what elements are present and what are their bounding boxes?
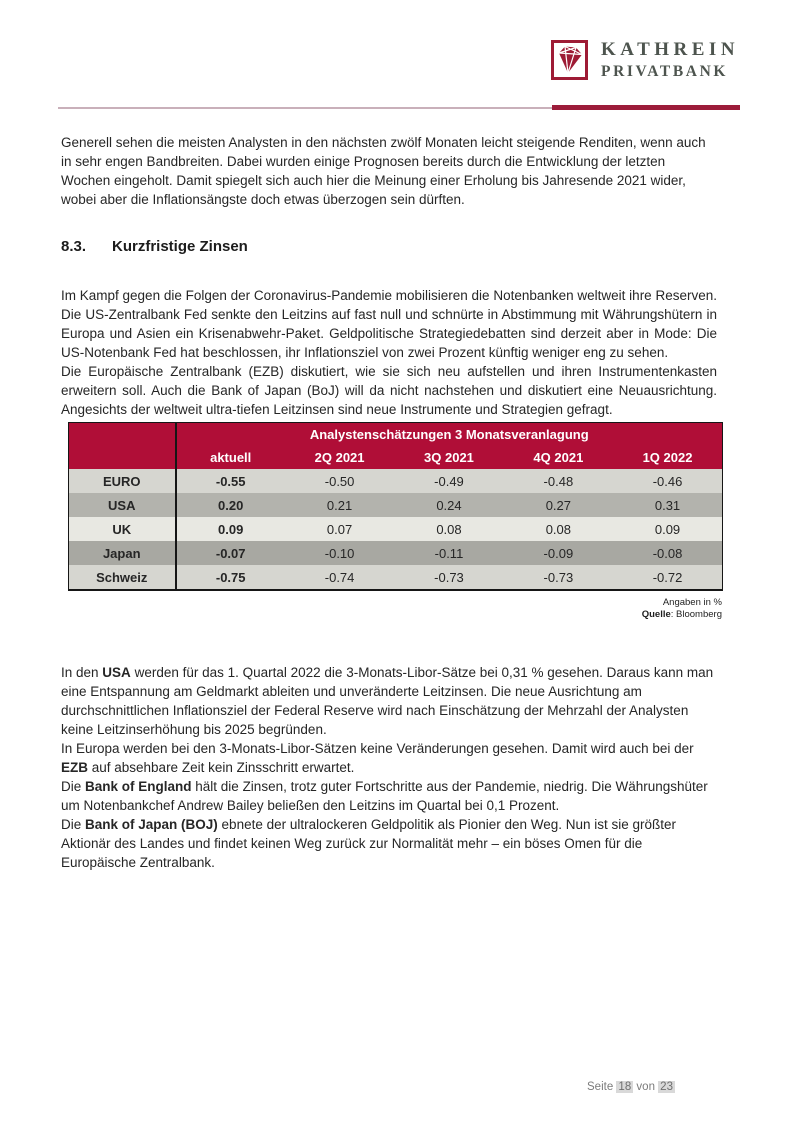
source-value: : Bloomberg <box>670 608 722 620</box>
bold-text: USA <box>102 665 131 680</box>
footer-middle: von <box>636 1081 655 1093</box>
value-cell: -0.48 <box>543 473 574 489</box>
table-notes <box>68 597 722 620</box>
value-cell: -0.50 <box>324 473 355 489</box>
value-cell: -0.55 <box>215 473 246 489</box>
source-label: Quelle <box>641 608 671 620</box>
column-header: 4Q 2021 <box>533 450 584 465</box>
value-cell: -0.75 <box>215 569 246 585</box>
table-corner-cell <box>69 423 176 470</box>
header-rule-thin <box>58 107 552 109</box>
table-row-uk <box>69 517 723 541</box>
bold-text: EZB <box>61 760 88 775</box>
text: ebnete der ultralockeren Geldpolitik als Pionier den Weg. Nun ist sie größter Aktionär des Landes und findet keinen Weg zurück zur Normalität mehr – ein böses Omen für die Europäische Zentralbank. <box>61 817 677 870</box>
table-row-schweiz <box>69 565 723 590</box>
intro-paragraph <box>61 133 717 209</box>
table-row-japan <box>69 541 723 565</box>
page-footer <box>587 1081 675 1093</box>
column-header: 3Q 2021 <box>424 450 474 465</box>
value-cell: -0.72 <box>652 569 683 585</box>
value-cell: 0.09 <box>654 521 681 537</box>
row-label: Schweiz <box>69 565 176 590</box>
brand-logo <box>551 40 739 80</box>
value-cell: 0.08 <box>545 521 572 537</box>
value-cell: 0.09 <box>218 521 244 537</box>
text: In den <box>61 665 103 680</box>
text: hält die Zinsen, trotz guter Fortschritte aus der Pandemie, niedrig. Die Währungshüter um Notenbankchef Andrew Bailey beließen den Leitzins im Quartal bei 0,1 Prozent. <box>61 779 708 813</box>
paragraph: Die Europäische Zentralbank (EZB) diskutiert, wie sie sich neu aufstellen und ihren Instrumentenkasten erweitern soll. Auch die Bank of Japan (BoJ) will da nicht nachstehen und diskutiert eine Neuausrichtung. Angesichts der weltweit ultra-tiefen Leitzinsen sind neue Instrumente und Strategien gefragt. <box>61 364 717 417</box>
paragraph: Generell sehen die meisten Analysten in den nächsten zwölf Monaten leicht steigende Renditen, wenn auch in sehr engen Bandbreiten. Dabei wurden einige Prognosen bereits durch die Entwicklung der letzten Wochen eingeholt. Damit spiegelt sich auch hier die Meinung einer Erholung bis Jahresende 2021 wider, wobei aber die Inflationsängste doch etwas überzogen sein dürften. <box>61 135 706 207</box>
bold-text: Bank of England <box>85 779 192 794</box>
value-cell: 0.21 <box>326 497 353 513</box>
estimates-table <box>68 422 723 591</box>
diamond-logo-icon <box>551 40 588 80</box>
text: In Europa werden bei den 3-Monats-Libor-Sätzen keine Veränderungen gesehen. Damit wird auch bei der <box>61 741 694 756</box>
value-cell: -0.49 <box>434 473 464 489</box>
value-cell: -0.08 <box>652 545 683 561</box>
value-cell: 0.31 <box>654 497 681 513</box>
paragraph: Im Kampf gegen die Folgen der Coronavirus-Pandemie mobilisieren die Notenbanken weltweit ihre Reserven. Die US-Zentralbank Fed senkte den Leitzins auf fast null und schnürte in Abstimmung mit Währungshütern in Europa und Asien ein Krisenabwehr-Paket. Geldpolitische Strategiedebatten sind derzeit aber in Mode: Die US-Notenbank Fed hat beschlossen, ihr Inflationsziel von zwei Prozent künftig weniger eng zu sehen. <box>61 288 717 360</box>
value-cell: 0.24 <box>436 497 462 513</box>
brand-name <box>601 40 739 80</box>
value-cell: 0.07 <box>326 521 353 537</box>
footer-prefix: Seite <box>587 1081 614 1093</box>
body-text <box>61 286 717 419</box>
value-cell: -0.09 <box>543 545 574 561</box>
current-page-number: 18 <box>618 1081 632 1093</box>
table-title-row <box>69 423 723 447</box>
table-row-euro <box>69 469 723 493</box>
text: werden für das 1. Quartal 2022 die 3-Monats-Libor-Sätze bei 0,31 % gesehen. Daraus kann man eine Entspannung am Geldmarkt ableiten und unveränderte Leitzinsen. Die neue Ausrichtung am durchschnittlichen Inflationsziel der Federal Reserve wird nach Einschätzung der Mehrzahl der Analysten keine Leitzinserhöhung bis 2025 begründen. <box>61 665 714 737</box>
text: auf absehbare Zeit kein Zinsschritt erwartet. <box>88 760 355 775</box>
value-cell: -0.73 <box>434 569 464 585</box>
value-cell: 0.08 <box>436 521 462 537</box>
column-header: aktuell <box>210 450 252 465</box>
brand-name-line1: KATHREIN <box>601 39 740 60</box>
table-title: Analystenschätzungen 3 Monatsveranlagung <box>309 427 589 442</box>
unit-note: Angaben in % <box>662 597 722 608</box>
section-title: Kurzfristige Zinsen <box>112 238 248 255</box>
row-label: UK <box>69 517 176 541</box>
text: Die <box>61 817 86 832</box>
analysis-paragraph <box>61 777 717 815</box>
value-cell: -0.74 <box>324 569 355 585</box>
analysis-paragraph <box>61 739 717 777</box>
total-page-number: 23 <box>660 1081 673 1093</box>
value-cell: -0.73 <box>543 569 574 585</box>
value-cell: -0.07 <box>215 545 246 561</box>
row-label: EURO <box>69 469 176 493</box>
section-heading <box>61 238 248 255</box>
brand-name-line2: PRIVATBANK <box>601 63 729 80</box>
row-label: Japan <box>69 541 176 565</box>
bold-text: Bank of Japan (BOJ) <box>85 817 218 832</box>
analysis-paragraph <box>61 815 717 872</box>
table-row-usa <box>69 493 723 517</box>
value-cell: 0.20 <box>218 497 244 513</box>
analysis-text <box>61 663 717 872</box>
source-note <box>68 609 722 621</box>
header-rule-accent <box>552 105 740 110</box>
value-cell: -0.46 <box>652 473 683 489</box>
value-cell: -0.10 <box>324 545 355 561</box>
value-cell: -0.11 <box>434 545 464 561</box>
section-number: 8.3. <box>61 238 87 255</box>
row-label: USA <box>69 493 176 517</box>
estimates-table-wrap <box>68 422 722 591</box>
value-cell: 0.27 <box>545 497 572 513</box>
column-header: 1Q 2022 <box>642 450 693 465</box>
analysis-paragraph <box>61 663 717 739</box>
column-header: 2Q 2021 <box>314 450 365 465</box>
text: Die <box>61 779 86 794</box>
